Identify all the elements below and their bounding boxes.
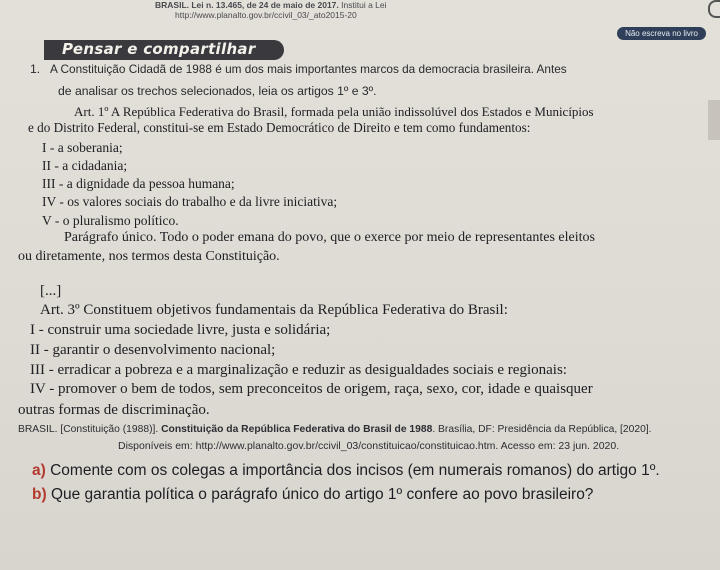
- citation-author: BRASIL. [Constituição (1988)].: [18, 424, 162, 435]
- task-b-text: Que garantia política o parágrafo único do artigo 1º confere ao povo brasileiro?: [50, 486, 594, 503]
- task-a-label: a): [32, 462, 46, 479]
- do-not-write-badge: Não escreva no livro: [617, 27, 706, 40]
- law-reference-title: BRASIL. Lei n. 13.465, de 24 de maio de 2017.: [155, 0, 339, 10]
- excerpt-line: Art. 1º A República Federativa do Brasil, formada pela união indissolúvel dos Estados e Municípios: [74, 104, 594, 119]
- excerpt-line: III - erradicar a pobreza e a marginalização e reduzir as desigualdades sociais e regionais:: [30, 362, 567, 378]
- task-a: [32, 462, 660, 480]
- law-reference-suffix: Institui a Lei: [338, 0, 387, 10]
- question-number: 1.: [30, 62, 41, 76]
- excerpt-line: II - garantir o desenvolvimento nacional;: [30, 342, 276, 358]
- excerpt-line: ou diretamente, nos termos desta Constituição.: [18, 249, 280, 264]
- question-line-1: A Constituição Cidadã de 1988 é um dos mais importantes marcos da democracia brasileira. Antes: [50, 62, 567, 76]
- excerpt-line: I - a soberania;: [42, 140, 123, 155]
- question-line-2: de analisar os trechos selecionados, leia os artigos 1º e 3º.: [58, 84, 377, 98]
- excerpt-line: II - a cidadania;: [42, 158, 128, 173]
- task-a-text: Comente com os colegas a importância dos incisos (em numerais romanos) do artigo 1º.: [50, 462, 660, 479]
- citation-line-1: [18, 424, 652, 435]
- excerpt-line: IV - promover o bem de todos, sem preconceitos de origem, raça, sexo, cor, idade e quaisquer: [30, 381, 593, 397]
- excerpt-line: e do Distrito Federal, constitui-se em Estado Democrático de Direito e tem como fundamentos:: [28, 120, 531, 135]
- law-reference-header: [155, 0, 715, 20]
- citation-publisher: . Brasília, DF: Presidência da República, [2020].: [432, 424, 652, 435]
- section-title: Pensar e compartilhar: [62, 40, 256, 58]
- citation-title: Constituição da República Federativa do Brasil de 1988: [161, 424, 433, 435]
- excerpt-line: outras formas de discriminação.: [18, 402, 210, 418]
- citation-line-2: Disponíveis em: http://www.planalto.gov.br/ccivil_03/constituicao/constituicao.htm. Acesso em: 23 jun. 2020.: [118, 440, 620, 452]
- law-reference-url: http://www.planalto.gov.br/ccivil_03/_ato2015-20: [175, 10, 357, 20]
- excerpt-line: IV - os valores sociais do trabalho e da livre iniciativa;: [42, 194, 338, 209]
- excerpt-line: I - construir uma sociedade livre, justa e solidária;: [30, 322, 331, 338]
- excerpt-line: Art. 3º Constituem objetivos fundamentais da República Federativa do Brasil:: [40, 302, 508, 318]
- page-fold-shadow: [708, 100, 720, 140]
- binder-ring-icon: [708, 0, 720, 18]
- excerpt-line: [...]: [40, 283, 62, 299]
- task-b: [32, 486, 593, 504]
- excerpt-line: Parágrafo único. Todo o poder emana do povo, que o exerce por meio de representantes eleitos: [64, 230, 595, 245]
- excerpt-line: V - o pluralismo político.: [42, 213, 179, 228]
- excerpt-line: III - a dignidade da pessoa humana;: [42, 176, 235, 191]
- task-b-label: b): [32, 486, 47, 503]
